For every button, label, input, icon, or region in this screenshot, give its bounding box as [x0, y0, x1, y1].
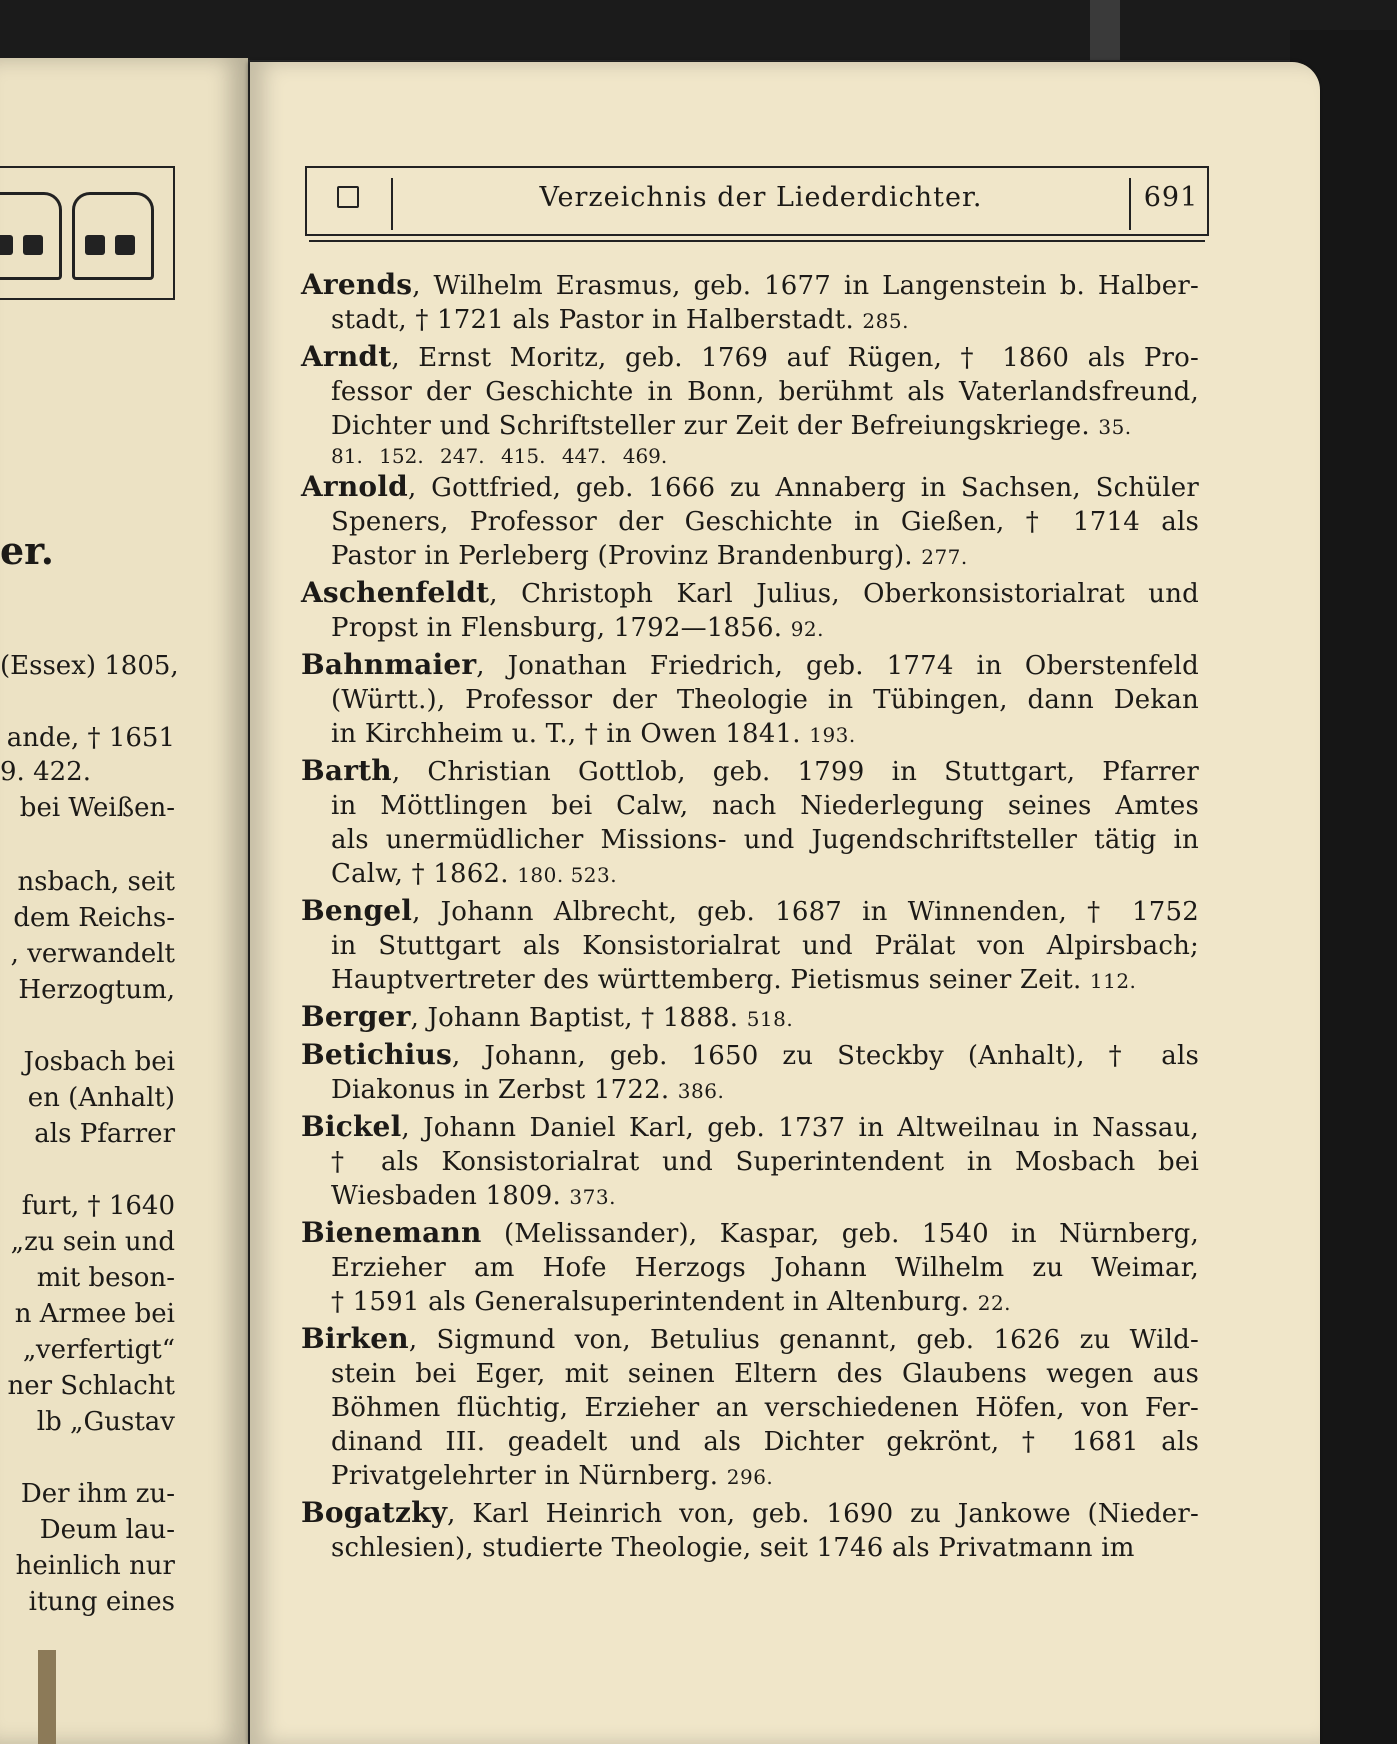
entry-text: (Württ.), Professor der Theologie in Tübingen, dann Dekan	[331, 685, 1199, 715]
left-page	[0, 58, 248, 1744]
entry-line	[301, 268, 1199, 303]
left-text-line: als Pfarrer	[34, 1119, 175, 1149]
left-text-line: bei Weißen-	[19, 793, 175, 823]
entry-text: , Wilhelm Erasmus, geb. 1677 in Langenstein b. Halber-	[412, 271, 1199, 301]
entry-line	[301, 303, 1199, 338]
left-text-line: , verwandelt	[10, 939, 175, 969]
index-entry	[301, 470, 1199, 574]
entry-line	[301, 894, 1199, 929]
entry-line	[301, 1531, 1199, 1565]
entry-line	[301, 375, 1199, 409]
entry-line	[301, 611, 1199, 646]
author-name: Arnold	[301, 470, 408, 503]
hymn-numbers: 92.	[790, 617, 825, 641]
hymn-numbers: 180. 523.	[517, 863, 618, 887]
left-text-line: dem Reichs-	[13, 903, 175, 933]
left-page-heading: er.	[0, 528, 54, 573]
left-text-line: nsbach, seit	[17, 867, 175, 897]
author-name: Bienemann	[301, 1216, 482, 1249]
entry-line	[301, 823, 1199, 857]
entry-line	[301, 1357, 1199, 1391]
hymn-numbers: 373.	[569, 1185, 616, 1209]
entry-text: Erzieher am Hofe Herzogs Johann Wilhelm zu Weimar,	[331, 1253, 1199, 1283]
entry-text: in Stuttgart als Konsistorialrat und Prälat von Alpirsbach;	[331, 931, 1199, 961]
entry-line	[301, 1496, 1199, 1531]
entry-text: , Gottfried, geb. 1666 zu Annaberg in Sachsen, Schüler	[407, 473, 1199, 503]
index-entry	[301, 648, 1199, 752]
entry-line	[301, 470, 1199, 505]
entry-text: , Sigmund von, Betulius genannt, geb. 1626 zu Wild-	[408, 1325, 1199, 1355]
hymn-numbers: 193.	[809, 723, 856, 747]
entry-text: Pastor in Perleberg (Provinz Brandenburg).	[331, 541, 913, 571]
index-entry	[301, 576, 1199, 646]
bookmark-ribbon	[38, 1650, 56, 1744]
entry-text: , Karl Heinrich von, geb. 1690 zu Jankowe (Nieder-	[447, 1499, 1199, 1529]
left-text-line: Josbach bei	[23, 1047, 175, 1077]
entry-text: stadt, † 1721 als Pastor in Halberstadt.	[331, 305, 854, 335]
entry-line	[301, 1110, 1199, 1145]
left-text-line: „zu sein und	[10, 1227, 175, 1257]
entry-line	[301, 789, 1199, 823]
entry-text: Speners, Professor der Geschichte in Gießen, † 1714 als	[331, 507, 1199, 537]
entry-line	[301, 1251, 1199, 1285]
entry-text: als unermüdlicher Missions- und Jugendschriftsteller tätig in	[331, 825, 1199, 855]
entry-text: , Johann Baptist, † 1888.	[410, 1003, 739, 1033]
entry-line	[301, 409, 1199, 444]
hymn-numbers: 35.	[1098, 415, 1132, 439]
left-text-line: (Essex) 1805,	[0, 651, 179, 681]
index-entry	[301, 1110, 1199, 1214]
page-title: Verzeichnis der Liederdichter.	[539, 182, 983, 213]
left-text-line: ner Schlacht	[7, 1371, 175, 1401]
author-name: Arndt	[301, 340, 392, 373]
left-text-line: en (Anhalt)	[27, 1083, 175, 1113]
entry-line	[301, 1459, 1199, 1494]
left-text-line: Deum lau-	[39, 1515, 175, 1545]
entry-text: , Johann, geb. 1650 zu Steckby (Anhalt), † als	[452, 1041, 1199, 1071]
author-name: Arends	[301, 268, 413, 301]
author-index	[301, 268, 1199, 1567]
left-text-line: ande, † 1651	[6, 723, 175, 753]
entry-line	[301, 648, 1199, 683]
author-name: Birken	[301, 1322, 409, 1355]
entry-text: (Melissander), Kaspar, geb. 1540 in Nürnberg,	[481, 1219, 1199, 1249]
left-text-line: furt, † 1640	[21, 1191, 175, 1221]
entry-text: Böhmen flüchtig, Erzieher an verschiedenen Höfen, von Fer-	[331, 1393, 1199, 1423]
entry-text: Diakonus in Zerbst 1722.	[331, 1075, 670, 1105]
entry-line	[301, 505, 1199, 539]
entry-text: fessor der Geschichte in Bonn, berühmt als Vaterlandsfreund,	[331, 377, 1199, 407]
left-text-line: Der ihm zu-	[20, 1479, 175, 1509]
entry-text: Calw, † 1862.	[331, 859, 509, 889]
tram-illustration	[0, 166, 175, 300]
left-text-line: mit beson-	[36, 1263, 175, 1293]
cover-edge	[1090, 0, 1120, 60]
left-text-line: n Armee bei	[14, 1299, 175, 1329]
entry-line	[301, 576, 1199, 611]
author-name: Bahnmaier	[301, 648, 477, 681]
entry-text: Wiesbaden 1809.	[331, 1181, 561, 1211]
hymn-numbers: 296.	[726, 1465, 774, 1489]
entry-text: † als Konsistorialrat und Superintendent in Mosbach bei	[331, 1147, 1199, 1177]
entry-line	[301, 929, 1199, 963]
entry-line	[301, 1073, 1199, 1108]
entry-line	[301, 1322, 1199, 1357]
index-entry	[301, 340, 1199, 468]
entry-line	[301, 717, 1199, 752]
author-name: Bengel	[301, 894, 413, 927]
entry-text: schlesien), studierte Theologie, seit 1746 als Privatmann im	[331, 1533, 1135, 1563]
index-entry	[301, 894, 1199, 998]
left-text-line: „verfertigt“	[22, 1335, 175, 1365]
hymn-numbers: 81. 152. 247. 415. 447. 469.	[331, 444, 668, 468]
entry-line	[301, 1038, 1199, 1073]
author-name: Betichius	[301, 1038, 453, 1071]
left-text-line: itung eines	[28, 1587, 175, 1617]
entry-line	[301, 1179, 1199, 1214]
entry-line	[301, 963, 1199, 998]
left-text-line: Herzogtum,	[18, 975, 175, 1005]
hymn-numbers: 277.	[921, 545, 968, 569]
page-number: 691	[1143, 182, 1199, 213]
index-entry	[301, 754, 1199, 892]
hymn-numbers: 386.	[677, 1079, 725, 1103]
entry-line	[301, 1145, 1199, 1179]
index-entry	[301, 268, 1199, 338]
entry-line	[301, 1285, 1199, 1320]
author-name: Berger	[301, 1000, 411, 1033]
left-text-line: 9. 422.	[0, 757, 91, 787]
entry-line	[301, 1391, 1199, 1425]
index-entry	[301, 1000, 1199, 1036]
entry-text: Privatgelehrter in Nürnberg.	[331, 1461, 719, 1491]
hymn-numbers: 112.	[1089, 969, 1137, 993]
entry-line	[301, 340, 1199, 375]
entry-line	[301, 683, 1199, 717]
author-name: Aschenfeldt	[301, 576, 490, 609]
entry-line	[301, 754, 1199, 789]
hymn-numbers: 518.	[746, 1007, 794, 1031]
hymn-numbers: 22.	[977, 1291, 1012, 1315]
left-text-line: heinlich nur	[15, 1551, 175, 1581]
index-entry	[301, 1038, 1199, 1108]
entry-text: † 1591 als Generalsuperintendent in Altenburg.	[331, 1287, 970, 1317]
entry-text: in Möttlingen bei Calw, nach Niederlegung seines Amtes	[331, 791, 1199, 821]
author-name: Bogatzky	[301, 1496, 448, 1529]
entry-text: , Christian Gottlob, geb. 1799 in Stuttgart, Pfarrer	[391, 757, 1199, 787]
entry-text: Hauptvertreter des württemberg. Pietismus seiner Zeit.	[331, 965, 1082, 995]
author-name: Bickel	[301, 1110, 402, 1143]
entry-line	[301, 1000, 1199, 1036]
author-name: Barth	[301, 754, 392, 787]
book-cover-top	[0, 0, 1397, 60]
entry-line	[301, 857, 1199, 892]
entry-text: stein bei Eger, mit seinen Eltern des Glaubens wegen aus	[331, 1359, 1199, 1389]
left-text-line: lb „Gustav	[36, 1407, 175, 1437]
index-entry	[301, 1496, 1199, 1565]
entry-text: dinand III. geadelt und als Dichter gekrönt, † 1681 als	[331, 1427, 1199, 1457]
entry-line	[301, 539, 1199, 574]
entry-text: Dichter und Schriftsteller zur Zeit der Befreiungskriege.	[331, 411, 1090, 441]
entry-line	[301, 1425, 1199, 1459]
entry-text: , Ernst Moritz, geb. 1769 auf Rügen, † 1860 als Pro-	[391, 343, 1199, 373]
entry-text: , Johann Daniel Karl, geb. 1737 in Altweilnau in Nassau,	[401, 1113, 1199, 1143]
hymn-numbers: 285.	[862, 309, 909, 333]
square-ornament-icon	[337, 186, 359, 208]
running-header	[305, 166, 1209, 236]
entry-text: , Jonathan Friedrich, geb. 1774 in Oberstenfeld	[476, 651, 1199, 681]
index-entry	[301, 1216, 1199, 1320]
index-entry	[301, 1322, 1199, 1494]
tram-car-icon	[72, 192, 154, 280]
entry-line	[301, 1216, 1199, 1251]
entry-text: Propst in Flensburg, 1792—1856.	[331, 613, 783, 643]
entry-text: , Christoph Karl Julius, Oberkonsistorialrat und	[489, 579, 1199, 609]
entry-text: , Johann Albrecht, geb. 1687 in Winnenden, † 1752	[412, 897, 1199, 927]
entry-text: in Kirchheim u. T., † in Owen 1841.	[331, 719, 801, 749]
tram-car-icon	[0, 192, 62, 280]
